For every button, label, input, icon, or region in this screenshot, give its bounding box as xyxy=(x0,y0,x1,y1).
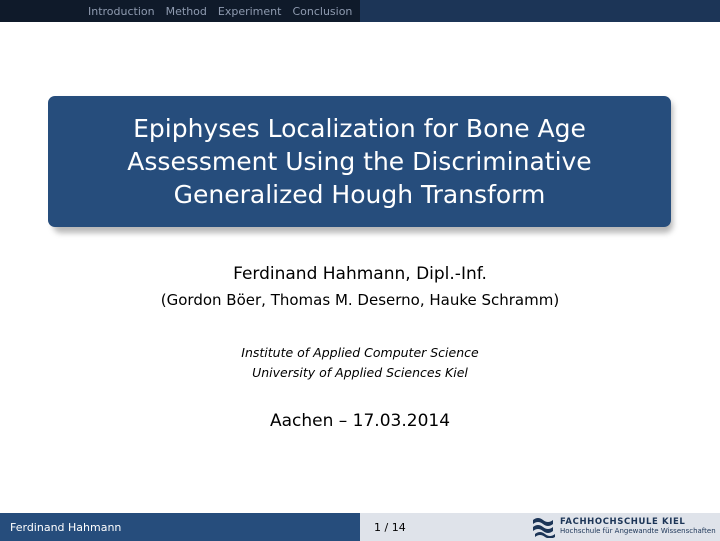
logo-line-1: FACHHOCHSCHULE KIEL xyxy=(560,517,686,527)
slide-title xyxy=(100,112,620,211)
title-line-2: Assessment Using the Discriminative xyxy=(127,147,592,176)
title-box xyxy=(48,96,671,227)
institute-line-1: Institute of Applied Computer Science xyxy=(241,345,479,360)
coauthors: (Gordon Böer, Thomas M. Deserno, Hauke Schramm) xyxy=(160,291,560,309)
nav-item-experiment[interactable]: Experiment xyxy=(217,4,282,18)
title-line-1: Epiphyses Localization for Bone Age xyxy=(133,114,586,143)
nav-item-method[interactable]: Method xyxy=(165,4,207,18)
page-number: 1 / 14 xyxy=(374,521,406,534)
nav-item-conclusion[interactable]: Conclusion xyxy=(292,4,353,18)
section-nav-bar xyxy=(0,0,720,22)
event-date: Aachen – 17.03.2014 xyxy=(269,411,451,431)
section-nav xyxy=(0,0,360,22)
institute-line-2: University of Applied Sciences Kiel xyxy=(252,365,468,380)
nav-bar-right xyxy=(360,0,720,22)
logo-line-2: Hochschule für Angewandte Wissenschaften xyxy=(560,527,716,535)
footer-bar xyxy=(0,513,720,541)
fh-kiel-logo-icon xyxy=(532,516,556,538)
nav-item-introduction[interactable]: Introduction xyxy=(88,4,155,18)
institution-logo-text xyxy=(560,517,716,536)
title-line-3: Generalized Hough Transform xyxy=(173,180,546,209)
author-name: Ferdinand Hahmann, Dipl.-Inf. xyxy=(233,264,487,284)
footer-author: Ferdinand Hahmann xyxy=(0,513,360,541)
footer-right xyxy=(360,513,720,541)
